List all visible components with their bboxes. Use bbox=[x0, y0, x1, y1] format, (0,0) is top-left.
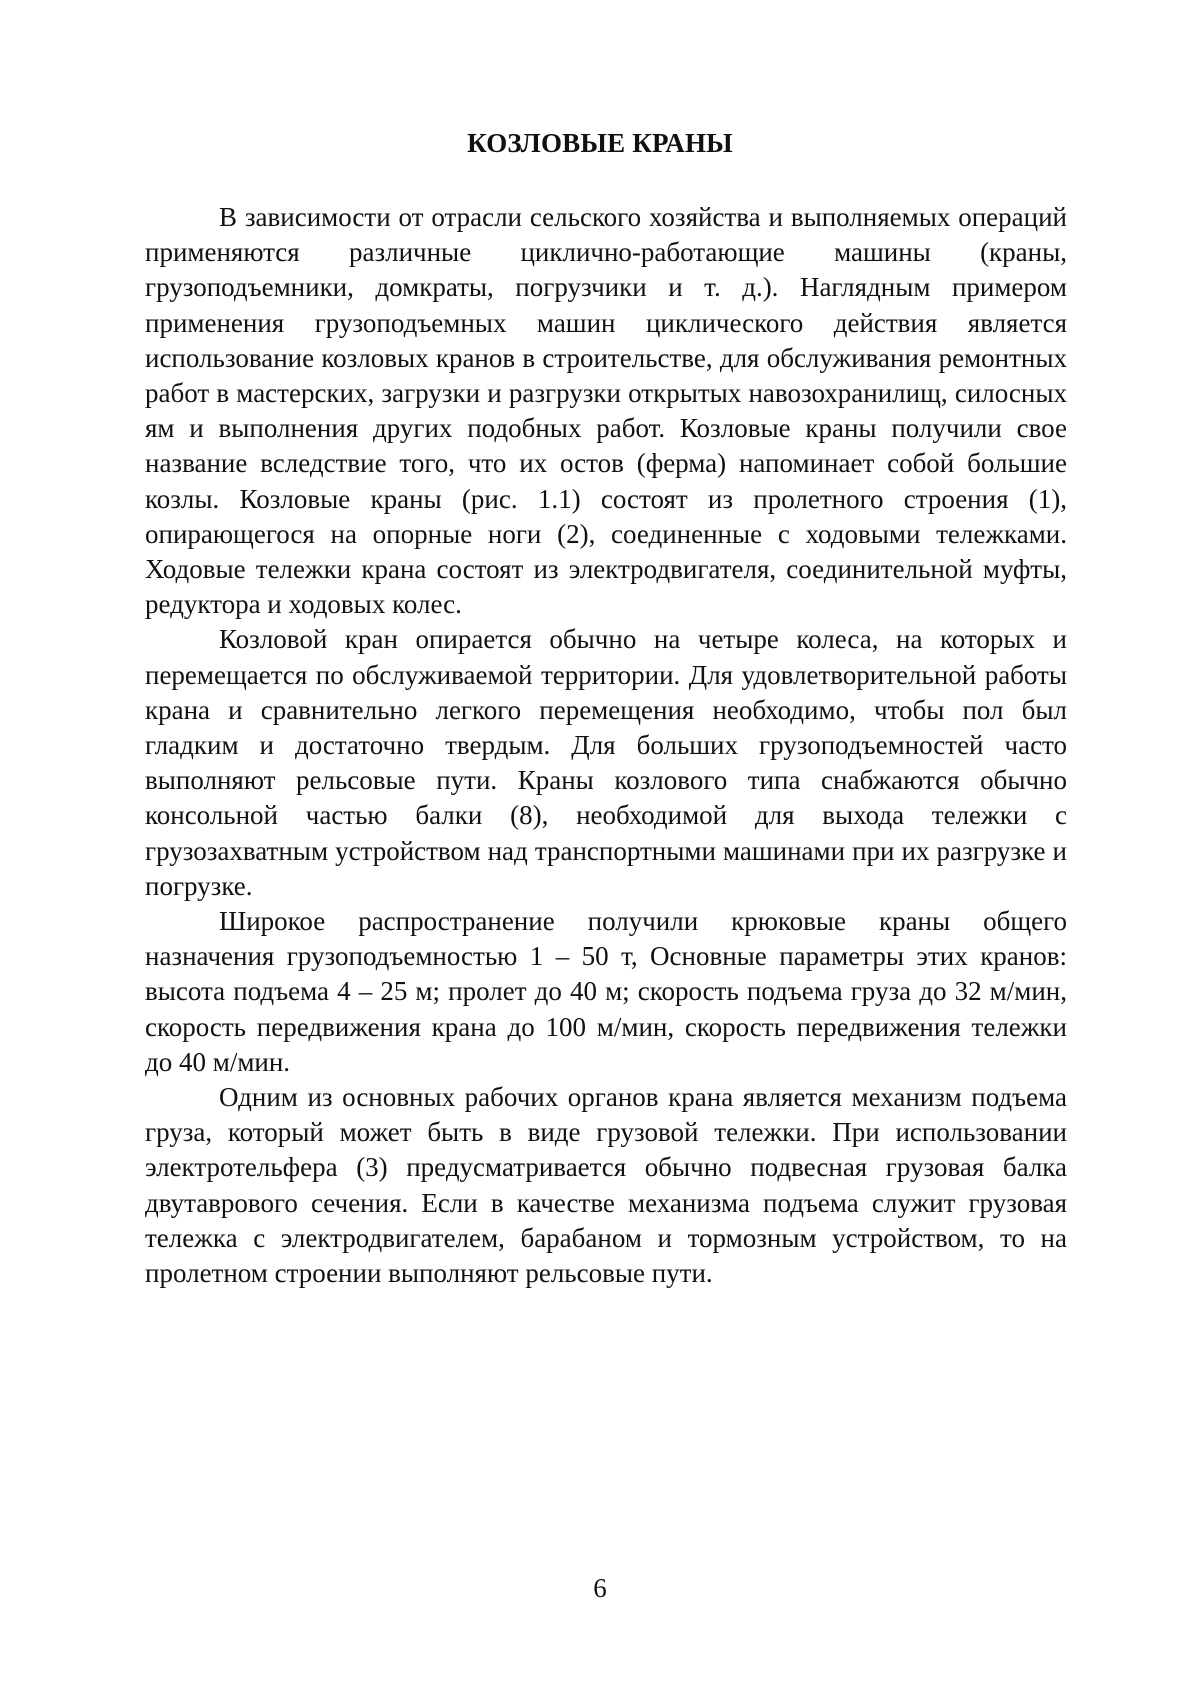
paragraph-1: В зависимости от отрасли сельского хозяйства и выполняемых операций применяются различные циклично-работающие машины (краны, грузоподъемники, домкраты, погрузчики и т. д.). Наглядным примером применения грузоподъемных машин циклического действия является использование козловых кранов в строительстве, для обслуживания ремонтных работ в мастерских, загрузки и разгрузки открытых навозохранилищ, силосных ям и выполнения других подобных работ. Козловые краны получили свое название вследствие того, что их остов (ферма) напоминает собой большие козлы. Козловые краны (рис. 1.1) состоят из пролетного строения (1), опирающегося на опорные ноги (2), соединенные с ходовыми тележками. Ходовые тележки крана состоят из электродвигателя, соединительной муфты, редуктора и ходовых колес. bbox=[145, 202, 1067, 620]
page-number: 6 bbox=[593, 1573, 607, 1603]
paragraph-2: Козловой кран опирается обычно на четыре колеса, на которых и перемещается по обслуживаемой территории. Для удовлетворительной работы крана и сравнительно легкого перемещения необходимо, чтобы пол был гладким и достаточно твердым. Для больших грузоподъемностей часто выполняют рельсовые пути. Краны козлового типа снабжаются обычно консольной частью балки (8), необходимой для выхода тележки с грузозахватным устройством над транспортными машинами при их разгрузке и погрузке. bbox=[145, 624, 1067, 901]
paragraph-4: Одним из основных рабочих органов крана является механизм подъема груза, который может быть в виде грузовой тележки. При использовании электротельфера (3) предусматривается обычно подвесная грузовая балка двутаврового сечения. Если в качестве механизма подъема служит грузовая тележка с электродвигателем, барабаном и тормозным устройством, то на пролетном строении выполняют рельсовые пути. bbox=[145, 1082, 1067, 1289]
page-title: КОЗЛОВЫЕ КРАНЫ bbox=[467, 128, 733, 158]
body-text bbox=[145, 200, 1067, 1291]
paragraph-3: Широкое распространение получили крюковые краны общего назначения грузоподъемностью 1 – 50 т, Основные параметры этих кранов: высота подъема 4 – 25 м; пролет до 40 м; скорость подъема груза до 32 м/мин, скорость передвижения крана до 100 м/мин, скорость передвижения тележки до 40 м/мин. bbox=[145, 906, 1067, 1077]
